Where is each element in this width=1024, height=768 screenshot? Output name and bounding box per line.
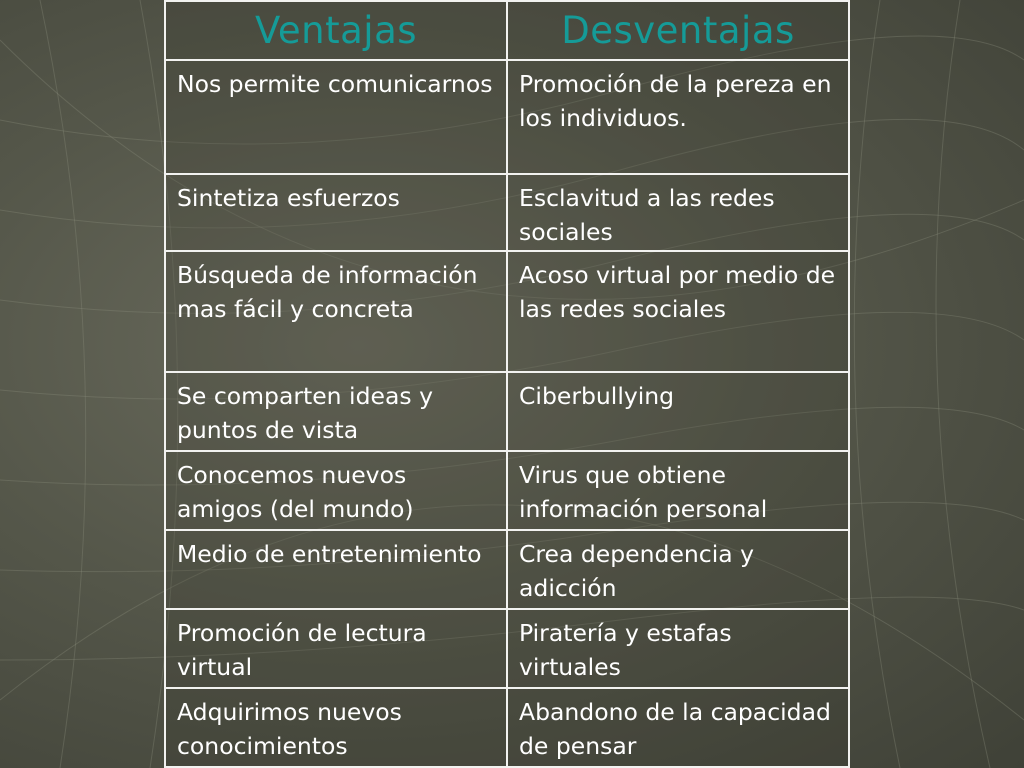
advantage-text: Sintetiza esfuerzos — [177, 184, 400, 212]
table-row — [165, 174, 849, 251]
advantage-text: Nos permite comunicarnos — [177, 70, 493, 98]
advantage-cell — [165, 530, 507, 609]
advantage-cell — [165, 609, 507, 688]
advantage-text: Medio de entretenimiento — [177, 540, 482, 568]
disadvantage-text: Acoso virtual por medio de las redes sociales — [519, 261, 836, 323]
advantage-cell — [165, 174, 507, 251]
advantages-disadvantages-table — [164, 0, 850, 768]
header-ventajas: Ventajas — [165, 1, 507, 60]
table-row — [165, 60, 849, 174]
disadvantage-text: Virus que obtiene información personal — [519, 461, 768, 523]
table-row — [165, 530, 849, 609]
advantage-text: Se comparten ideas y puntos de vista — [177, 382, 433, 444]
advantage-cell — [165, 372, 507, 451]
advantage-text: Promoción de lectura virtual — [177, 619, 427, 681]
disadvantage-cell — [507, 530, 849, 609]
disadvantage-cell — [507, 251, 849, 372]
disadvantage-cell — [507, 609, 849, 688]
advantage-cell — [165, 60, 507, 174]
advantage-text: Adquirimos nuevos conocimientos — [177, 698, 402, 760]
table-row — [165, 609, 849, 688]
disadvantage-text: Abandono de la capacidad de pensar — [519, 698, 831, 760]
table-row — [165, 688, 849, 767]
disadvantage-text: Esclavitud a las redes sociales — [519, 184, 775, 246]
disadvantage-cell — [507, 174, 849, 251]
disadvantage-cell — [507, 451, 849, 530]
advantage-cell — [165, 451, 507, 530]
advantage-cell — [165, 251, 507, 372]
table-row — [165, 372, 849, 451]
disadvantage-cell — [507, 688, 849, 767]
disadvantage-cell — [507, 60, 849, 174]
advantage-text: Conocemos nuevos amigos (del mundo) — [177, 461, 414, 523]
table-header-row — [165, 1, 849, 60]
disadvantage-text: Crea dependencia y adicción — [519, 540, 755, 602]
disadvantage-text: Ciberbullying — [519, 382, 675, 410]
header-desventajas: Desventajas — [507, 1, 849, 60]
disadvantage-text: Promoción de la pereza en los individuos. — [519, 70, 832, 132]
disadvantage-cell — [507, 372, 849, 451]
advantage-cell — [165, 688, 507, 767]
disadvantage-text: Piratería y estafas virtuales — [519, 619, 732, 681]
advantage-text: Búsqueda de información mas fácil y concreta — [177, 261, 478, 323]
table-row — [165, 451, 849, 530]
table-row — [165, 251, 849, 372]
